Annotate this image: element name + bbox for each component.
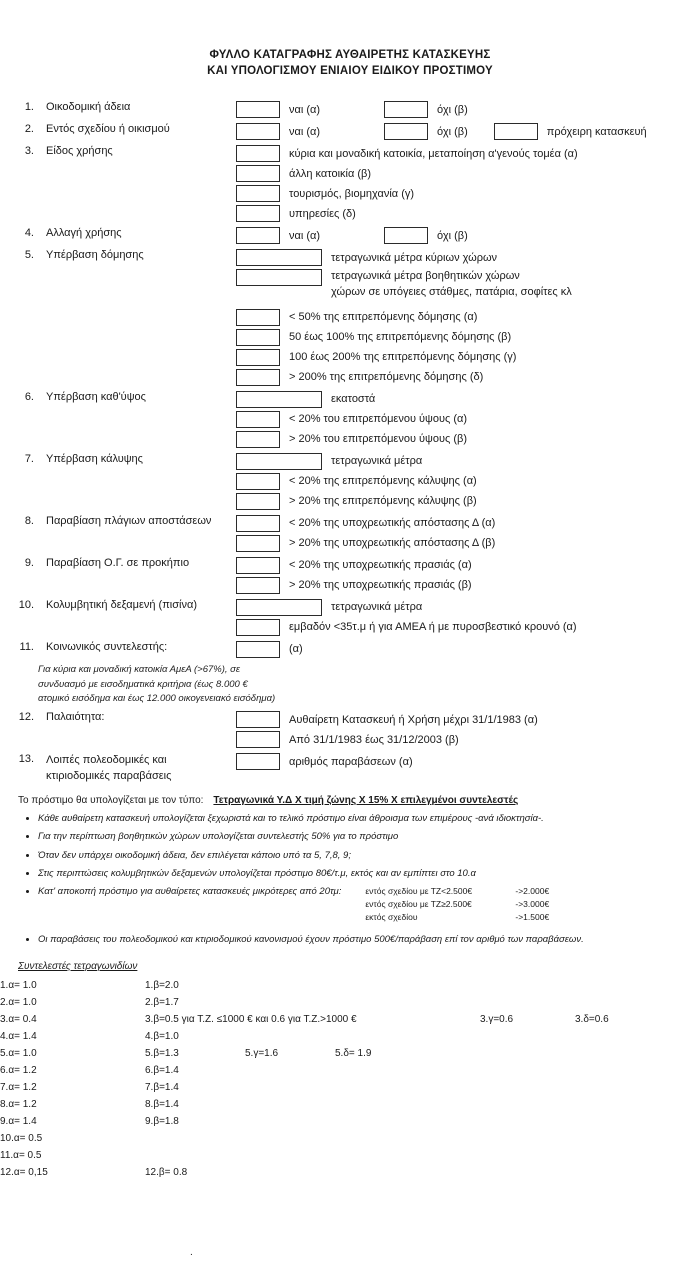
row-label: Κοινωνικός συντελεστής:	[46, 640, 168, 653]
form-row	[0, 227, 700, 247]
coefficient-value: 4.α= 1.4	[0, 1030, 37, 1042]
option-group	[236, 493, 700, 510]
coefficient-value: 7.α= 1.2	[0, 1081, 37, 1093]
note-line1: Για κύρια και μοναδική κατοικία ΑμεΑ (>67%), σε	[38, 663, 241, 675]
option-label: < 20% της υποχρεωτικής πρασιάς (α)	[289, 559, 472, 572]
row-label: Παραβίαση Ο.Γ. σε προκήπιο	[46, 556, 190, 569]
row-label: Υπέρβαση δόμησης	[46, 249, 144, 262]
row-fields	[236, 391, 700, 451]
option-label: υπηρεσίες (δ)	[289, 207, 356, 220]
option-label: Αυθαίρετη Κατασκευή ή Χρήση μέχρι 31/1/1983 (α)	[289, 713, 538, 726]
checkbox-5a[interactable]	[236, 309, 280, 326]
checkbox-3a[interactable]	[236, 145, 280, 162]
list-item	[38, 885, 700, 923]
option-label: πρόχειρη κατασκευή	[546, 125, 647, 138]
form-row	[0, 145, 700, 225]
option-group	[236, 731, 700, 748]
row-number: 10.	[18, 598, 34, 611]
tier-value: ->3.000€	[515, 898, 550, 909]
option-group	[236, 249, 700, 266]
tier-label: εκτός σχεδίου	[365, 911, 418, 922]
row-fields	[236, 599, 700, 639]
input-6-centimeters[interactable]	[236, 391, 322, 408]
coefficient-value: 10.α= 0.5	[0, 1132, 43, 1144]
coefficient-value: 5.α= 1.0	[0, 1047, 37, 1059]
coefficient-value: 3.γ=0.6	[480, 1013, 514, 1025]
tier-value: ->2.000€	[515, 886, 550, 897]
input-10-square-meters[interactable]	[236, 599, 322, 616]
prostimo-formula-text: Τετραγωνικά Υ.Δ Χ τιμή ζώνης Χ 15% Χ επιλεγμένοι συντελεστές	[213, 794, 519, 806]
coefficient-value: 3.δ=0.6	[575, 1013, 609, 1025]
option-label: τετραγωνικά μέτρα κύριων χώρων	[331, 251, 498, 264]
checkbox-13a[interactable]	[236, 753, 280, 770]
checkbox-1b[interactable]	[384, 101, 428, 118]
option-label: < 20% της επιτρεπόμενης κάλυψης (α)	[289, 475, 477, 488]
checkbox-5d[interactable]	[236, 369, 280, 386]
option-group	[236, 431, 700, 448]
option-group	[494, 123, 647, 140]
coefficient-value: 1.α= 1.0	[0, 979, 37, 991]
row-label: Παλαιότητα:	[46, 711, 105, 724]
option-label: κύρια και μοναδική κατοικία, μεταποίηση α'γενούς τομέα (α)	[289, 147, 578, 160]
checkbox-10a[interactable]	[236, 619, 280, 636]
checkbox-9b[interactable]	[236, 577, 280, 594]
option-label: ναι (α)	[289, 125, 321, 138]
checkbox-12a[interactable]	[236, 711, 280, 728]
checkbox-11a[interactable]	[236, 641, 280, 658]
option-group	[236, 329, 700, 346]
option-group	[236, 369, 700, 386]
list-item: • Όταν δεν υπάρχει οικοδομική άδεια, δεν επιλέγεται κάποιο υπό τα 5, 7,8, 9;	[38, 849, 700, 862]
row-number: 12.	[18, 711, 34, 724]
option-label: < 50% της επιτρεπόμενης δόμησης (α)	[289, 311, 478, 324]
row-fields	[236, 145, 700, 225]
list-item: • Στις περιπτώσεις κολυμβητικών δεξαμενών υπολογίζεται πρόστιμο 80€/τ.μ, εκτός και αν εμπίπτει στο 10.α	[38, 867, 700, 880]
row-fields	[236, 123, 700, 143]
coefficient-value: 8.α= 1.2	[0, 1098, 37, 1110]
option-label-line1: τετραγωνικά μέτρα βοηθητικών χώρων	[331, 270, 520, 283]
coefficient-value: 2.β=1.7	[145, 996, 179, 1008]
option-group	[384, 227, 468, 244]
form-row	[0, 391, 700, 451]
option-label: (α)	[289, 643, 303, 656]
coefficient-value: 7.β=1.4	[145, 1081, 179, 1093]
row-number: 1.	[24, 101, 34, 114]
option-label: Από 31/1/1983 έως 31/12/2003 (β)	[289, 733, 459, 746]
option-group	[236, 205, 700, 222]
option-group	[236, 535, 700, 552]
row-label: Εντός σχεδίου ή οικισμού	[46, 123, 170, 136]
coefficient-value: 6.β=1.4	[145, 1064, 179, 1076]
row-number: 4.	[24, 227, 34, 240]
option-label: > 20% του επιτρεπόμενου ύψους (β)	[289, 433, 468, 446]
checkbox-2b[interactable]	[384, 123, 428, 140]
coefficient-value: 11.α= 0.5	[0, 1149, 42, 1161]
option-group	[236, 557, 700, 574]
row-fields	[236, 641, 700, 661]
prostimo-section	[0, 795, 700, 947]
row-number: 11.	[19, 640, 34, 653]
checkbox-7a[interactable]	[236, 473, 280, 490]
checkbox-5b[interactable]	[236, 329, 280, 346]
list-item: • Οι παραβάσεις του πολεοδομικού και κτιριοδομικού κανονισμού έχουν πρόστιμο 500€/παράβαση επί τον αριθμό των παραβάσεων.	[38, 933, 700, 946]
row-fields	[236, 227, 700, 247]
form-row	[0, 101, 700, 121]
checkbox-3c[interactable]	[236, 185, 280, 202]
row-fields	[236, 557, 700, 597]
option-label: τετραγωνικά μέτρα	[331, 455, 423, 468]
coefficient-value: 5.δ= 1.9	[335, 1047, 372, 1059]
option-label: αριθμός παραβάσεων (α)	[289, 755, 413, 768]
row-number: 5.	[24, 249, 34, 262]
coefficient-value: 2.α= 1.0	[0, 996, 37, 1008]
page-title-line1: ΦΥΛΛΟ ΚΑΤΑΓΡΑΦΗΣ ΑΥΘΑΙΡΕΤΗΣ ΚΑΤΑΣΚΕΥΗΣ	[209, 49, 491, 61]
option-group	[236, 145, 700, 162]
flat-fine-text: • Κατ' αποκοπή πρόστιμο για αυθαίρετες κατασκευές μικρότερες από 20τμ:	[38, 886, 342, 898]
option-group	[236, 309, 700, 326]
form-row	[0, 599, 700, 639]
row-number: 7.	[24, 452, 34, 465]
input-5-aux-area[interactable]	[236, 269, 322, 286]
option-group	[236, 165, 700, 182]
option-group	[236, 411, 700, 428]
coefficient-value: 6.α= 1.2	[0, 1064, 37, 1076]
tier-label: εντός σχεδίου με ΤΖ≥2.500€	[365, 898, 472, 909]
coefficient-value: 9.α= 1.4	[0, 1115, 37, 1127]
option-label: > 20% της υποχρεωτικής απόστασης Δ (β)	[289, 537, 496, 550]
option-label: 50 έως 100% της επιτρεπόμενης δόμησης (β)	[289, 331, 512, 344]
flat-fine-tiers	[365, 885, 549, 923]
form-row	[0, 453, 700, 513]
row-label: Υπέρβαση κάλυψης	[46, 452, 143, 465]
option-group	[236, 227, 700, 244]
coefficient-value: 9.β=1.8	[145, 1115, 179, 1127]
list-item: • Κάθε αυθαίρετη κατασκευή υπολογίζεται ξεχωριστά και το τελικό πρόστιμο είναι άθροισμα των επιμέρους -ανά ιδιοκτησία-.	[38, 812, 700, 825]
prostimo-label: Το πρόστιμο θα υπολογίζεται με τον τύπο:	[18, 794, 204, 806]
row-label: Κολυμβητική δεξαμενή (πισίνα)	[46, 598, 197, 611]
checkbox-9a[interactable]	[236, 557, 280, 574]
note-line2: συνδυασμό με εισοδηματικά κριτήρια (έως 8.000 €	[38, 678, 248, 690]
checkbox-8b[interactable]	[236, 535, 280, 552]
coefficient-value: 12.α= 0,15	[0, 1166, 48, 1178]
coefficient-value: 4.β=1.0	[145, 1030, 179, 1042]
option-label: όχι (β)	[437, 229, 468, 242]
page-footer-mark: .	[190, 1247, 193, 1258]
option-label: 100 έως 200% της επιτρεπόμενης δόμησης (γ)	[289, 351, 517, 364]
coefficient-value: 3.α= 0.4	[0, 1013, 37, 1025]
tier-label: εντός σχεδίου με ΤΖ<2.500€	[365, 886, 473, 897]
option-label: άλλη κατοικία (β)	[289, 167, 372, 180]
option-group	[236, 619, 700, 636]
row-label: Οικοδομική άδεια	[46, 101, 131, 114]
form-row	[0, 641, 700, 661]
option-label	[322, 269, 572, 301]
row-fields	[236, 249, 700, 389]
option-group	[236, 101, 700, 118]
row-fields	[236, 101, 700, 121]
option-group	[236, 515, 700, 532]
checkbox-1a[interactable]	[236, 101, 280, 118]
row-number: 13.	[18, 753, 34, 766]
list-item: • Για την περίπτωση βοηθητικών χώρων υπολογίζεται συντελεστής 50% για το πρόστιμο	[38, 830, 700, 843]
option-group	[236, 599, 700, 616]
note-line3: ατομικό εισόδημα και έως 12.000 οικογενειακό εισόδημα)	[38, 693, 276, 705]
coefficient-value: 8.β=1.4	[145, 1098, 179, 1110]
option-label: > 200% της επιτρεπόμενης δόμησης (δ)	[289, 371, 484, 384]
input-5-main-area[interactable]	[236, 249, 322, 266]
row-11-note	[0, 663, 700, 707]
row-label: Παραβίαση πλάγιων αποστάσεων	[46, 514, 212, 527]
row-label: Υπέρβαση καθ'ύψος	[46, 390, 146, 403]
option-group	[236, 753, 700, 770]
tier-row	[365, 885, 549, 898]
coefficients-grid	[0, 980, 700, 1190]
coefficient-value: 3.β=0.5 για Τ.Ζ. ≤1000 € και 0.6 για Τ.Ζ.>1000 €	[145, 1013, 357, 1025]
checkbox-5c[interactable]	[236, 349, 280, 366]
checkbox-3b[interactable]	[236, 165, 280, 182]
option-group	[236, 185, 700, 202]
page-title	[0, 0, 700, 79]
option-group	[236, 453, 700, 470]
option-label: όχι (β)	[437, 103, 468, 116]
option-label: < 20% της υποχρεωτικής απόστασης Δ (α)	[289, 517, 496, 530]
row-number: 3.	[24, 145, 34, 158]
coefficient-value: 12.β= 0.8	[145, 1166, 188, 1178]
form-row	[0, 515, 700, 555]
prostimo-formula	[18, 795, 700, 806]
tier-row	[365, 911, 549, 924]
option-label: όχι (β)	[437, 125, 468, 138]
input-7-square-meters[interactable]	[236, 453, 322, 470]
form-row	[0, 249, 700, 389]
checkbox-4a[interactable]	[236, 227, 280, 244]
form-row	[0, 711, 700, 751]
option-group	[384, 101, 468, 118]
coefficient-value: 5.γ=1.6	[245, 1047, 279, 1059]
coefficient-value: 1.β=2.0	[145, 979, 179, 991]
checkbox-12b[interactable]	[236, 731, 280, 748]
form-row	[0, 123, 700, 143]
checkbox-2a[interactable]	[236, 123, 280, 140]
form-body	[0, 101, 700, 785]
row-fields	[236, 453, 700, 513]
tier-row	[365, 898, 549, 911]
row-label: Λοιπές πολεοδομικές και κτιριοδομικές παραβάσεις	[46, 754, 172, 782]
option-group	[236, 269, 700, 301]
option-label: ναι (α)	[289, 103, 321, 116]
checkbox-6b[interactable]	[236, 431, 280, 448]
checkbox-7b[interactable]	[236, 493, 280, 510]
row-number: 9.	[24, 556, 34, 569]
option-label: ναι (α)	[289, 229, 321, 242]
tier-value: ->1.500€	[515, 911, 550, 922]
row-number: 6.	[24, 390, 34, 403]
row-fields	[236, 515, 700, 555]
row-label: Αλλαγή χρήσης	[46, 227, 122, 240]
form-row	[0, 753, 700, 785]
option-group	[236, 349, 700, 366]
checkbox-2c[interactable]	[494, 123, 538, 140]
option-label: > 20% της υποχρεωτικής πρασιάς (β)	[289, 579, 472, 592]
checkbox-6a[interactable]	[236, 411, 280, 428]
notes-list	[18, 812, 700, 947]
option-label: εμβαδόν <35τ.μ ή για ΑΜΕΑ ή με πυροσβεστικό κρουνό (α)	[289, 621, 577, 634]
page-title-line2: ΚΑΙ ΥΠΟΛΟΓΙΣΜΟΥ ΕΝΙΑΙΟΥ ΕΙΔΙΚΟΥ ΠΡΟΣΤΙΜΟΥ	[207, 64, 493, 77]
option-label: > 20% της επιτρεπόμενης κάλυψης (β)	[289, 495, 477, 508]
option-group	[384, 123, 468, 140]
option-label: τετραγωνικά μέτρα	[331, 601, 423, 614]
row-fields	[236, 711, 700, 751]
checkbox-3d[interactable]	[236, 205, 280, 222]
option-label: τουρισμός, βιομηχανία (γ)	[289, 187, 415, 200]
checkbox-8a[interactable]	[236, 515, 280, 532]
option-group	[236, 391, 700, 408]
option-label: εκατοστά	[331, 393, 376, 406]
row-fields	[236, 753, 700, 773]
coefficients-title: Συντελεστές τετραγωνιδίων	[18, 960, 138, 972]
form-row	[0, 557, 700, 597]
option-label-line2: χώρων σε υπόγειες στάθμες, πατάρια, σοφίτες κλ	[331, 285, 572, 298]
row-number: 8.	[24, 514, 34, 527]
option-group	[236, 577, 700, 594]
option-group	[236, 641, 700, 658]
option-group	[236, 711, 700, 728]
coefficient-value: 5.β=1.3	[145, 1047, 179, 1059]
row-number: 2.	[24, 123, 34, 136]
row-label: Είδος χρήσης	[46, 145, 113, 158]
option-group	[236, 473, 700, 490]
checkbox-4b[interactable]	[384, 227, 428, 244]
option-label: < 20% του επιτρεπόμενου ύψους (α)	[289, 413, 468, 426]
option-group	[236, 123, 700, 140]
flat-fine-block	[38, 885, 700, 923]
